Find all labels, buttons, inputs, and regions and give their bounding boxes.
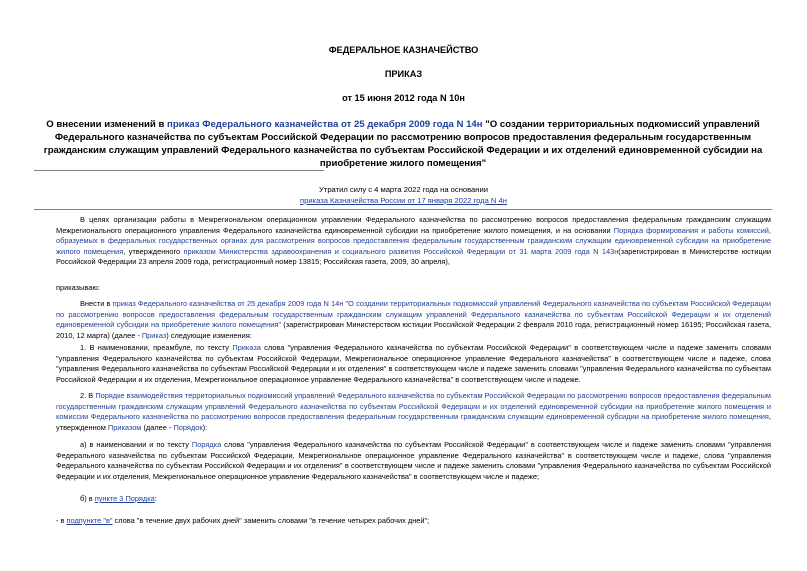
paragraph-subitem-b: б) в пункте 3 Порядка: (80, 494, 157, 503)
ministry-order-link[interactable]: приказом Министерства здравоохранения и социального развития Российской Федерации от 31 марта 2009 года N 143н (183, 246, 619, 256)
separator-rule (34, 170, 324, 171)
order-link-item-2[interactable]: Приказом (107, 422, 142, 432)
status-note-line: Утратил силу с 4 марта 2022 года на основании (319, 185, 488, 194)
order-link-item-1[interactable]: Приказа (232, 343, 261, 352)
order-short-link[interactable]: Приказ (141, 330, 167, 340)
paragraph-preamble: В целях организации работы в Межрегиональном операционном управлении Федерального казначейства по рассмотрению вопросов предоставления федеральным гражданским служащим Межрегионального операционного управления Федерального казначейства единовременной субсидии на приобретение жилого помещения, и на основании Порядка формирования и работы комиссий, образуемых в федеральных государственных органах для рассмотрения вопросов предоставления федеральным государственным гражданским служащим единовременной субсидии на приобретение жилого помещения, утвержденного приказом Министерства здравоохранения и социального развития Российской Федерации от 31 марта 2009 года N 143н(зарегистрирован в Министерстве юстиции Российской Федерации 23 апреля 2009 года, регистрационный номер 13815; Российская газета, 2009, 30 апреля), (56, 215, 771, 267)
document-title: О внесении изменений в приказ Федерального казначейства от 25 декабря 2009 года N 14н "О создании территориальных подкомиссий управлений Федерального казначейства по субъектам Российской Федерации по рассмотрению вопросов предоставления федеральным государственным гражданским служащим управлений Федерального казначейства по субъектам Российской Федерации и их отделений единовременной субсидии на приобретение жилого помещения" (43, 119, 763, 169)
status-note-link-line (0, 195, 807, 206)
separator-rule-full (34, 209, 772, 210)
procedure-point-3-link[interactable]: пункте 3 Порядка (94, 494, 155, 503)
paragraph-item-2: 2. В Порядке взаимодействия территориальных подкомиссий управлений Федерального казначейства по субъектам Российской Федерации по рассмотрению вопросов предоставления федеральным государственным гражданским служащим управлений Федерального казначейства по субъектам Российской Федерации и их отделений единовременной субсидии на приобретение жилого помещения и комиссии Федерального казначейства по рассмотрению вопросов предоставления федеральным государственным гражданским служащим единовременной субсидии на приобретение жилого помещения, утвержденном Приказом (далее - Порядок): (56, 391, 771, 432)
doc-type-heading: ПРИКАЗ (384, 69, 423, 79)
interaction-procedure-link[interactable]: Порядке взаимодействия территориальных подкомиссий управлений Федерального казначейства по субъектам Российской Федерации по рассмотрению вопросов предоставления федеральным государственным гражданским служащим управлений Федерального казначейства по субъектам Российской Федерации и их отделений единовременной субсидии на приобретение жилого помещения и комиссии Федерального казначейства по рассмотрению вопросов предоставления федеральным государственным гражданским служащим единовременной субсидии на приобретение жилого помещения (56, 391, 771, 422)
paragraph-subpoint-v: - в подпункте "в" слова "в течение двух рабочих дней" заменить словами "в течение четырех рабочих дней"; (56, 516, 430, 525)
paragraph-item-1: 1. В наименовании, преамбуле, по тексту Приказа слова "управления Федерального казначейства по субъектам Российской Федерации" в соответствующем числе и падеже заменить словами "управления Федерального казначейства по субъектам Российской Федерации, Межрегиональное операционное управление Федерального казначейства" в соответствующем числе и падеже, слова "управления Федерального казначейства по субъектам Российской Федерации и их отделения" в соответствующем числе и падеже заменить словами "управления Федерального казначейства по субъектам Российской Федерации и их отделения, Межрегиональное операционное управление Федерального казначейства" в соответствующем числе и падеже. (56, 343, 771, 384)
paragraph-subitem-a: а) в наименовании и по тексту Порядка слова "управления Федерального казначейства по субъектам Российской Федерации" в соответствующем числе и падеже заменить словами "управления Федерального казначейства по субъектам Российской Федерации, Межрегиональное операционное управление Федерального казначейства" в соответствующем числе и падеже, слова "управления Федерального казначейства по субъектам Российской Федерации и их отделения" в соответствующем числе и падеже заменить словами "управления Федерального казначейства по субъектам Российской Федерации и их отделения, Межрегиональное операционное управление Федерального казначейства" в соответствующем числе и падеже; (56, 440, 771, 481)
paragraph-amendment: Внести в приказ Федерального казначейства от 25 декабря 2009 года N 14н "О создании территориальных подкомиссий управлений Федерального казначейства по субъектам Российской Федерации по рассмотрению вопросов предоставления федеральным государственным гражданским служащим управлений Федерального казначейства по субъектам Российской Федерации и их отделений единовременной субсидии на приобретение жилого помещения" (зарегистрирован Министерством юстиции Российской Федерации 2 февраля 2010 года, регистрационный номер 16195; Российская газета, 2010, 12 марта) (далее - Приказ) следующие изменения: (56, 299, 772, 340)
paragraph-order: приказываю: (56, 283, 100, 292)
amended-order-link[interactable]: приказ Федерального казначейства от 25 декабря 2009 года N 14н (112, 299, 344, 308)
procedure-link[interactable]: Порядка формирования и работы комиссий, образуемых в федеральных государственных органах для рассмотрения вопросов предоставления федеральным государственным гражданским служащим единовременной субсидии на приобретение жилого помещения (56, 225, 771, 256)
subpoint-v-link[interactable]: подпункте "в" (66, 516, 113, 525)
agency-heading: ФЕДЕРАЛЬНОЕ КАЗНАЧЕЙСТВО (328, 45, 479, 55)
procedure-short-link[interactable]: Порядок (173, 422, 203, 432)
title-order-link[interactable]: приказ Федерального казначейства от 25 декабря 2009 года N 14н (167, 119, 483, 130)
repeal-order-link[interactable]: приказа Казначейства России от 17 января 2022 года N 4н (300, 196, 507, 205)
date-number-heading: от 15 июня 2012 года N 10н (342, 93, 465, 103)
procedure-link-subitem-a[interactable]: Порядка (191, 440, 222, 449)
